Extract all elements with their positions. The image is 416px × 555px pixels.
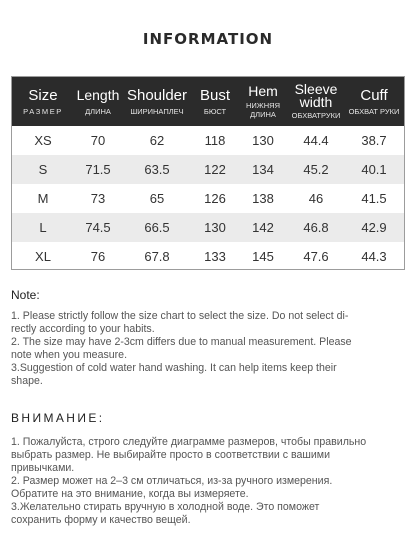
note-line-en: note when you measure. xyxy=(11,349,128,361)
cell-length: 71.5 xyxy=(85,162,111,177)
header-cuff xyxy=(344,77,404,126)
note-line-en: 3.Suggestion of cold water hand washing. It can help items keep their xyxy=(11,362,337,374)
cell-hem: 134 xyxy=(252,162,274,177)
header-hem-ru: НИЖНЯЯ ДЛИНА xyxy=(246,101,280,119)
cell-sleeve-width: 46.8 xyxy=(303,220,329,235)
header-length-ru: ДЛИНА xyxy=(85,106,111,116)
header-size-ru: РАЗМЕР xyxy=(23,106,63,116)
header-size-en: Size xyxy=(28,86,58,104)
cell-shoulder: 62 xyxy=(149,133,165,148)
cell-hem: 142 xyxy=(252,220,274,235)
header-sleeve-width-ru: ОБХВАТРУКИ xyxy=(291,111,341,120)
header-bust xyxy=(192,77,238,126)
cell-length: 74.5 xyxy=(85,220,111,235)
table-row xyxy=(12,126,404,155)
cell-cuff: 40.1 xyxy=(361,162,387,177)
table-row xyxy=(12,155,404,184)
header-length-en: Length xyxy=(76,86,120,103)
cell-bust: 118 xyxy=(204,133,226,148)
note-label-en: Note: xyxy=(11,288,40,302)
cell-hem: 130 xyxy=(252,133,274,148)
cell-cuff: 42.9 xyxy=(361,220,387,235)
header-bust-ru: БЮСТ xyxy=(203,106,227,116)
table-row xyxy=(12,242,404,270)
cell-length: 73 xyxy=(90,191,106,206)
header-hem-en: Hem xyxy=(248,83,278,99)
cell-hem: 138 xyxy=(252,191,274,206)
table-body xyxy=(12,126,404,270)
header-cuff-en: Cuff xyxy=(360,86,388,104)
cell-cuff: 41.5 xyxy=(361,191,387,206)
cell-sleeve-width: 45.2 xyxy=(303,162,329,177)
header-shoulder xyxy=(122,77,192,126)
cell-length: 76 xyxy=(90,249,106,264)
note-line-ru: сохранить форму и качество вещей. xyxy=(11,514,191,526)
cell-sleeve-width: 47.6 xyxy=(303,249,329,264)
note-line-ru: 2. Размер может на 2–3 см отличаться, из-за ручного измерения. xyxy=(11,475,333,487)
note-text-en xyxy=(11,310,406,388)
cell-shoulder: 67.8 xyxy=(144,249,170,264)
cell-shoulder: 66.5 xyxy=(144,220,170,235)
cell-cuff: 38.7 xyxy=(361,133,387,148)
cell-bust: 126 xyxy=(204,191,226,206)
header-sleeve-width-en: Sleeve width xyxy=(294,81,338,110)
cell-size: L xyxy=(39,220,47,235)
cell-bust: 133 xyxy=(204,249,226,264)
note-line-en: shape. xyxy=(11,375,43,387)
cell-size: M xyxy=(37,191,49,206)
header-size xyxy=(12,77,74,126)
cell-bust: 122 xyxy=(204,162,226,177)
cell-size: XS xyxy=(34,133,52,148)
cell-size: XL xyxy=(35,249,51,264)
cell-size: S xyxy=(38,162,48,177)
header-hem xyxy=(238,77,288,126)
cell-sleeve-width: 46 xyxy=(308,191,324,206)
table-header-row xyxy=(12,77,404,126)
header-sleeve-width xyxy=(288,77,344,126)
cell-length: 70 xyxy=(90,133,106,148)
table-row xyxy=(12,213,404,242)
header-shoulder-en: Shoulder xyxy=(126,86,188,104)
cell-shoulder: 63.5 xyxy=(144,162,170,177)
cell-cuff: 44.3 xyxy=(361,249,387,264)
header-shoulder-ru: ШИРИНАПЛЕЧ xyxy=(130,106,184,116)
header-length xyxy=(74,77,122,126)
note-line-ru: 1. Пожалуйста, строго следуйте диаграмме размеров, чтобы правильно xyxy=(11,436,367,448)
note-line-ru: 3.Желательно стирать вручную в холодной воде. Это поможет xyxy=(11,501,320,513)
cell-shoulder: 65 xyxy=(149,191,165,206)
note-line-ru: привычками. xyxy=(11,462,75,474)
note-line-en: 1. Please strictly follow the size chart to select the size. Do not select di- xyxy=(11,310,349,322)
size-chart-table xyxy=(11,76,405,270)
note-line-ru: Обратите на это внимание, когда вы измеряете. xyxy=(11,488,249,500)
note-line-en: rectly according to your habits. xyxy=(11,323,155,335)
note-text-ru xyxy=(11,436,406,527)
cell-hem: 145 xyxy=(252,249,274,264)
cell-bust: 130 xyxy=(204,220,226,235)
note-line-ru: выбрать размер. Не выбирайте просто в соответствии с вашими xyxy=(11,449,331,461)
page-title: INFORMATION xyxy=(142,30,274,48)
header-cuff-ru: ОБХВАТ РУКИ xyxy=(348,106,400,116)
cell-sleeve-width: 44.4 xyxy=(303,133,329,148)
note-line-en: 2. The size may have 2-3cm differs due to manual measurement. Please xyxy=(11,336,352,348)
note-label-ru: ВНИМАНИЕ: xyxy=(11,411,105,425)
table-row xyxy=(12,184,404,213)
header-bust-en: Bust xyxy=(199,86,230,104)
